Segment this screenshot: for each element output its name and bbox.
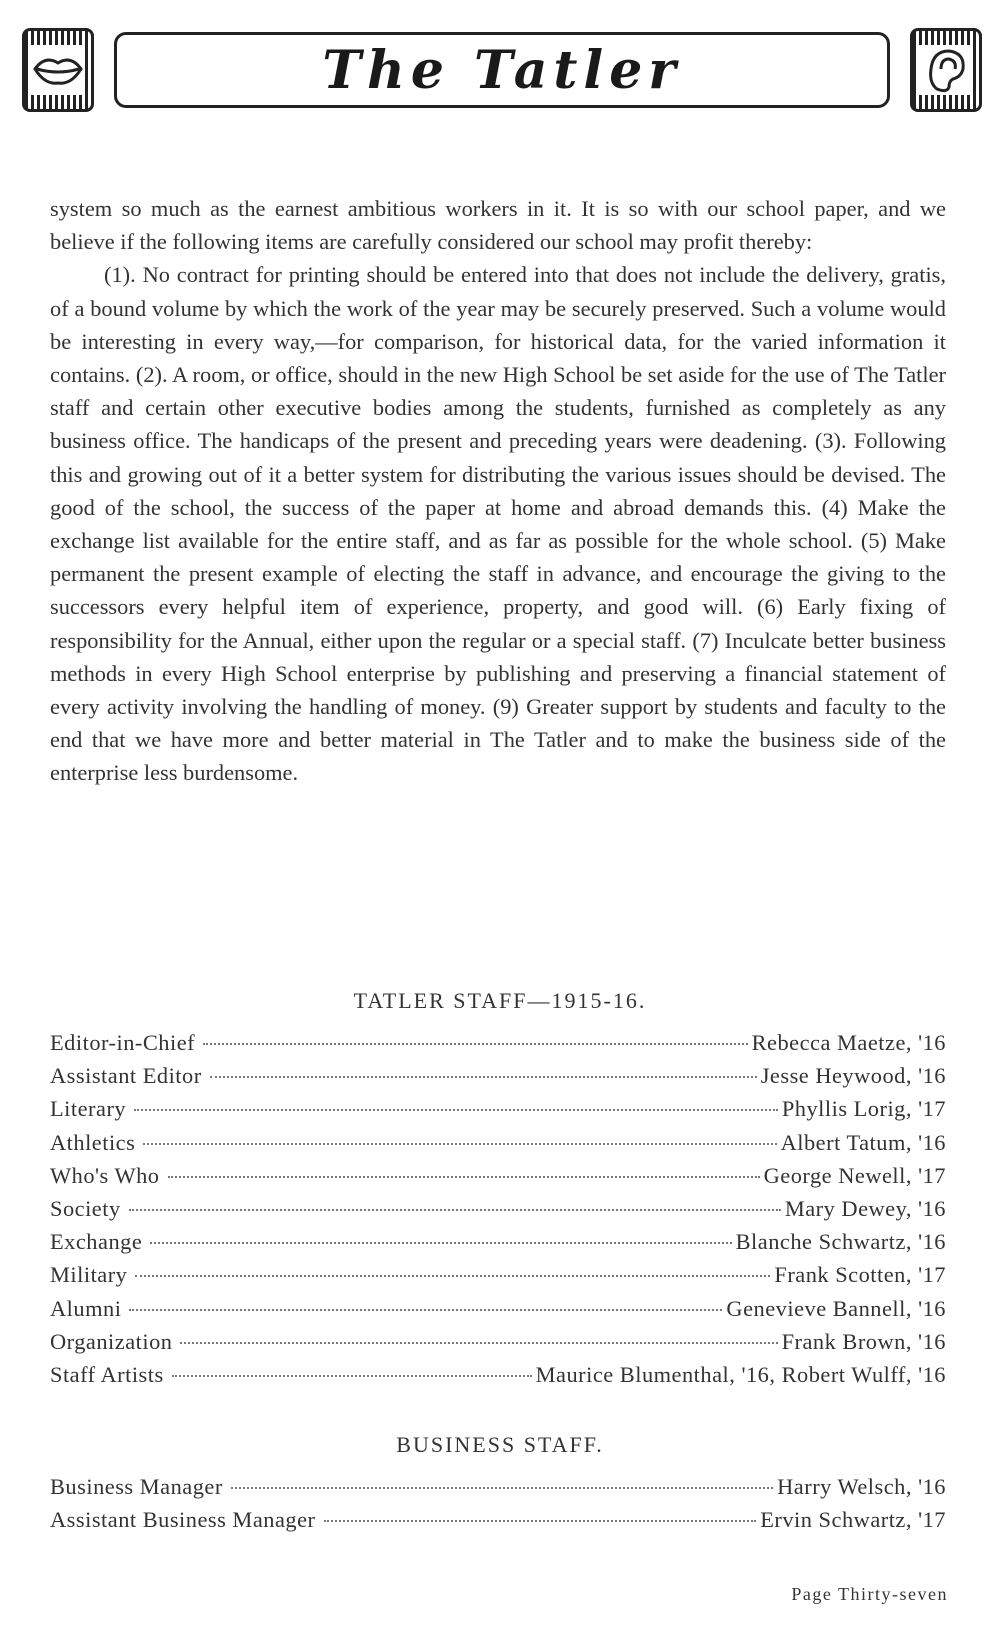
staff-role: Alumni [50,1295,122,1321]
dot-leader [172,1375,532,1377]
masthead-title: The Tatler [322,39,682,101]
dot-leader [150,1242,731,1244]
dot-leader [129,1309,722,1311]
staff-row-organization [50,1329,946,1362]
staff-role: Editor-in-Chief [50,1030,196,1055]
dot-leader [134,1109,778,1111]
staff-role: Organization [50,1328,173,1354]
staff-role: Assistant Business Manager [50,1507,316,1533]
page-number: Page Thirty-seven [791,1584,948,1604]
staff-role: Exchange [50,1229,143,1255]
business-staff-heading: BUSINESS STAFF. [396,1432,604,1457]
staff-name: Harry Welsch, '16 [777,1474,946,1499]
staff-role: Military [50,1262,128,1288]
staff-role: Business Manager [50,1474,223,1499]
staff-name: Rebecca Maetze, '16 [751,1030,946,1055]
left-emblem [22,28,94,112]
staff-row-editor-in-chief [50,1030,946,1063]
dot-leader [180,1342,777,1344]
dot-leader [203,1043,747,1045]
dot-leader [231,1487,773,1489]
staff-name: Maurice Blumenthal, '16, Robert Wulff, '16 [535,1361,946,1387]
staff-role: Who's Who [50,1162,160,1188]
masthead [22,28,982,114]
staff-row-business-manager [50,1474,946,1507]
staff-name: Frank Brown, '16 [781,1328,946,1354]
staff-role: Society [50,1195,121,1221]
article-body [50,192,946,790]
right-emblem [910,28,982,112]
staff-name: Genevieve Bannell, '16 [726,1295,946,1321]
staff-row-assistant-business-manager [50,1507,946,1540]
staff-role: Athletics [50,1129,136,1155]
tatler-staff-heading: TATLER STAFF—1915-16. [353,988,647,1013]
staff-name: Phyllis Lorig, '17 [781,1096,946,1122]
staff-role: Literary [50,1096,127,1122]
lips-icon [31,45,85,95]
staff-row-military [50,1262,946,1295]
dot-leader [168,1176,760,1178]
title-frame [114,32,890,108]
staff-name: Jesse Heywood, '16 [760,1063,946,1089]
dot-leader [135,1275,770,1277]
staff-row-literary [50,1096,946,1129]
dot-leader [210,1076,757,1078]
dot-leader [143,1143,776,1145]
staff-row-assistant-editor [50,1063,946,1096]
staff-role: Assistant Editor [50,1063,202,1089]
staff-row-society [50,1196,946,1229]
dot-leader [129,1209,781,1211]
staff-name: George Newell, '17 [763,1162,946,1188]
staff-name: Albert Tatum, '16 [780,1129,946,1155]
staff-row-exchange [50,1229,946,1262]
staff-name: Mary Dewey, '16 [784,1195,946,1221]
business-staff-list [50,1474,946,1540]
staff-row-alumni [50,1296,946,1329]
paragraph-2: (1). No contract for printing should be entered into that does not include the delivery, gratis, of a bound volume by which the work of the year may be securely preserved. Such a volume would be interesting in every way,—for comparison, for historical data, for the varied information it contains. (2). A room, or office, should in the new High School be set aside for the use of The Tatler staff and certain other executive bodies among the students, furnished as completely as any business office. The handicaps of the present and preceding years were deadening. (3). Following this and growing out of it a better system for distributing the various issues should be devised. The good of the school, the success of the paper at home and abroad demands this. (4) Make the exchange list available for the entire staff, and as far as possible for the whole school. (5) Make permanent the present example of electing the staff in advance, and encourage the giving to the successors every helpful item of experience, property, and good will. (6) Early fixing of responsibility for the Annual, either upon the regular or a special staff. (7) Inculcate better business methods in every High School enterprise by publishing and preserving a financial statement of every activity involving the handling of money. (9) Greater support by students and faculty to the end that we have more and better material in The Tatler and to make the business side of the enterprise less burdensome. [50,262,946,786]
ear-icon [919,45,973,95]
paragraph-1: system so much as the earnest ambitious workers in it. It is so with our school paper, and we believe if the following items are carefully considered our school may profit thereby: [50,196,946,255]
dot-leader [324,1520,757,1522]
staff-name: Ervin Schwartz, '17 [760,1507,946,1533]
staff-row-staff-artists [50,1362,946,1395]
staff-name: Blanche Schwartz, '16 [735,1229,946,1255]
tatler-staff-list [50,1030,946,1395]
staff-name: Frank Scotten, '17 [774,1262,946,1288]
staff-role: Staff Artists [50,1361,164,1387]
staff-row-athletics [50,1130,946,1163]
staff-row-whos-who [50,1163,946,1196]
